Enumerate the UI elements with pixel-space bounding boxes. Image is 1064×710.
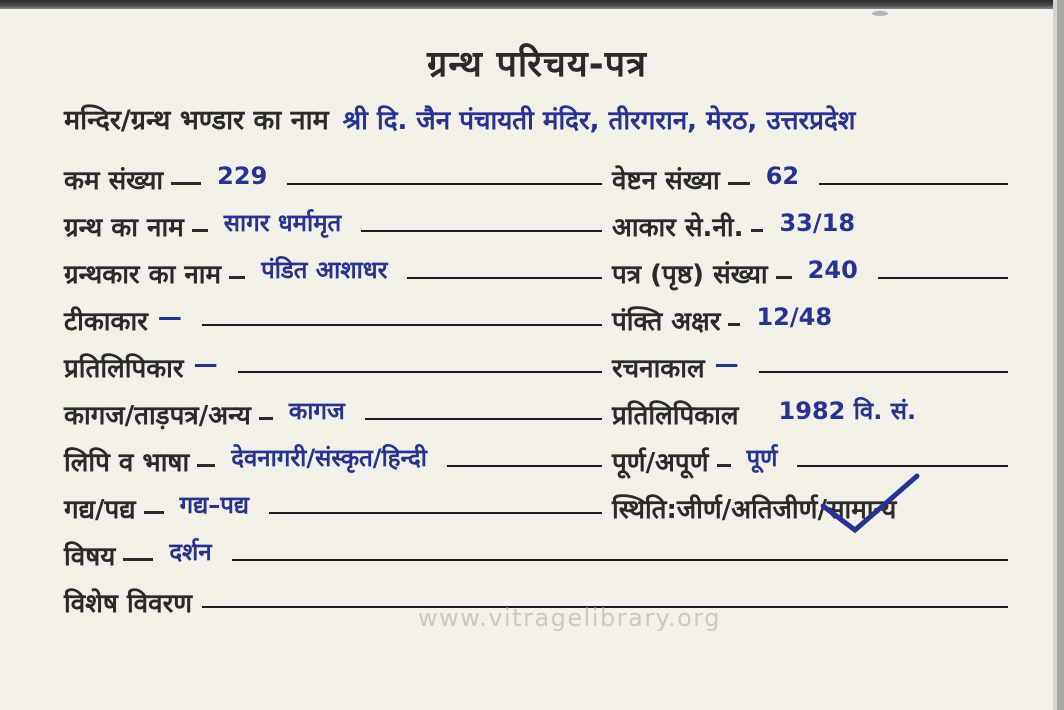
rule-dash — [229, 276, 245, 279]
field-value: 1982 वि. सं. — [778, 397, 917, 425]
field-value: 62 — [765, 161, 800, 190]
field-full — [64, 537, 1010, 573]
scan-edge-top — [0, 0, 1064, 9]
field-label: ग्रन्थकार का नाम — [64, 259, 222, 290]
field-label: ग्रन्थ का नाम — [64, 212, 184, 243]
field-value: — — [157, 302, 182, 331]
form-row — [64, 249, 1010, 296]
field-left — [64, 161, 604, 197]
field-right — [604, 490, 1010, 526]
field-label: कम संख्या — [64, 165, 164, 196]
rule-dash — [197, 464, 215, 467]
watermark: www.vitragelibrary.org — [418, 604, 721, 632]
field-value: कागज — [288, 397, 345, 425]
rule-dash — [144, 511, 164, 514]
field-value: — — [193, 349, 218, 378]
field-label: विषय — [64, 541, 116, 572]
field-left — [64, 396, 604, 432]
field-left — [64, 349, 604, 385]
field-value: गद्य–पद्य — [179, 491, 250, 519]
field-value: देवनागरी/संस्कृत/हिन्दी — [231, 444, 427, 472]
rule-line — [238, 371, 602, 373]
field-label: पूर्ण/अपूर्ण — [612, 447, 709, 478]
form-row — [64, 531, 1010, 578]
field-value: 33/18 — [779, 208, 856, 237]
rule-dash — [751, 229, 763, 232]
field-left — [64, 208, 604, 244]
rule-dash — [717, 464, 731, 467]
rule-line — [407, 277, 602, 279]
rule-line — [202, 324, 602, 326]
field-right — [604, 396, 1010, 432]
field-value: सागर धर्मामृत — [223, 209, 342, 237]
field-left — [64, 443, 604, 479]
rule-dash — [123, 558, 153, 561]
scan-smudge — [872, 11, 888, 16]
form-row — [64, 343, 1010, 390]
field-value: — — [714, 349, 739, 378]
form-row — [64, 484, 1010, 531]
field-value: पंडित आशाधर — [261, 256, 388, 284]
field-label: टीकाकार — [64, 306, 148, 337]
rule-line — [287, 183, 602, 185]
rule-line — [361, 230, 602, 232]
field-label: लिपि व भाषा — [64, 447, 190, 478]
field-right — [604, 443, 1010, 479]
form-row — [64, 296, 1010, 343]
rule-line — [797, 465, 1008, 467]
field-value: 240 — [807, 255, 858, 284]
form-row — [64, 390, 1010, 437]
field-label: वेष्टन संख्या — [612, 165, 720, 196]
field-value: दर्शन — [169, 538, 212, 566]
form-fields — [64, 155, 1010, 625]
field-label: स्थिति:जीर्ण/अतिजीर्ण/ — [612, 494, 827, 525]
form-row — [64, 155, 1010, 202]
field-right — [604, 255, 1010, 291]
form-row — [64, 202, 1010, 249]
field-right — [604, 302, 1010, 338]
field-label: गद्य/पद्य — [64, 494, 136, 525]
rule-line — [878, 277, 1008, 279]
field-right — [604, 161, 1010, 197]
temple-name-value: श्री दि. जैन पंचायती मंदिर, तीरगरान, मेरठ, उत्तरप्रदेश — [342, 106, 856, 136]
field-right — [604, 208, 1010, 244]
scan-edge-right — [1057, 0, 1064, 710]
field-value: पूर्ण — [746, 444, 778, 472]
field-label: पंक्ति अक्षर — [612, 306, 721, 337]
rule-dash — [728, 323, 740, 326]
form-row — [64, 437, 1010, 484]
field-label: पत्र (पृष्ठ) संख्या — [612, 259, 768, 290]
field-label: रचनाकाल — [612, 353, 705, 384]
field-label: प्रतिलिपिकार — [64, 353, 184, 384]
field-left — [64, 302, 604, 338]
rule-dash — [776, 276, 792, 279]
field-left — [64, 490, 604, 526]
rule-dash — [728, 182, 750, 185]
field-right — [604, 349, 1010, 385]
rule-dash — [259, 417, 273, 420]
field-value: 12/48 — [756, 302, 833, 331]
rule-line — [447, 465, 602, 467]
temple-name-label: मन्दिर/ग्रन्थ भण्डार का नाम — [64, 105, 329, 136]
rule-line — [232, 559, 1008, 561]
rule-line — [365, 418, 602, 420]
marked-option: सामान्य — [827, 490, 896, 526]
rule-line — [759, 371, 1008, 373]
field-label: प्रतिलिपिकाल — [612, 400, 739, 431]
form-title: ग्रन्थ परिचय-पत्र — [427, 44, 647, 85]
rule-line — [819, 183, 1008, 185]
field-label: कागज/ताड़पत्र/अन्य — [64, 400, 251, 431]
field-left — [64, 255, 604, 291]
field-label: आकार से.नी. — [612, 212, 744, 243]
rule-dash — [171, 182, 201, 185]
field-value: 229 — [217, 161, 268, 190]
temple-name-row — [64, 100, 1034, 137]
field-label: विशेष विवरण — [64, 588, 193, 619]
rule-dash — [192, 229, 208, 232]
rule-line — [269, 512, 602, 514]
